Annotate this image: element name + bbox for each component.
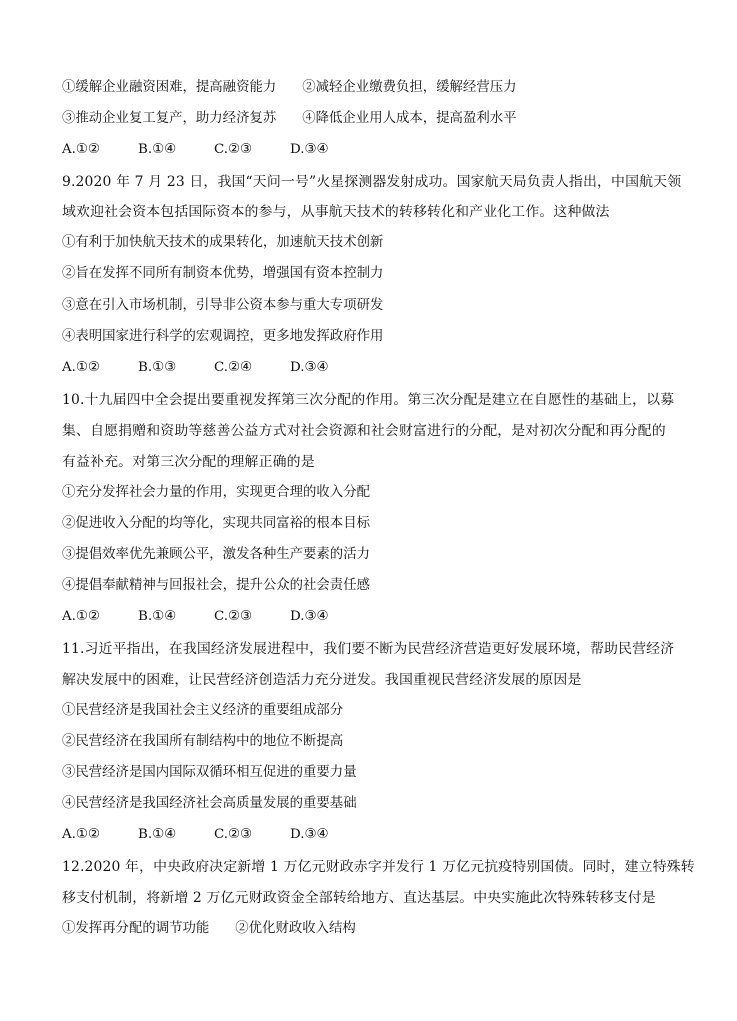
- q10-choice-c: C.②③: [214, 609, 253, 624]
- q10-stem-line-2: 集、自愿捐赠和资助等慈善公益方式对社会资源和社会财富进行的分配，是对初次分配和再分配的: [62, 423, 666, 439]
- q9-choice-b: B.①③: [138, 360, 177, 375]
- q10-option-1: ①充分发挥社会力量的作用，实现更合理的收入分配: [62, 485, 370, 500]
- q9-option-3: ③意在引入市场机制，引导非公资本参与重大专项研发: [62, 298, 384, 313]
- q11-choice-b: B.①④: [138, 827, 177, 842]
- q8-option-3: ③推动企业复工复产，助力经济复苏: [62, 111, 277, 126]
- q12-stem-line-2: 移支付机制，将新增 2 万亿元财政资金全部转给地方、直达基层。中央实施此次特殊转移支付是: [62, 890, 656, 906]
- q8-options-row-1: [62, 79, 517, 97]
- q10-choice-a: A.①②: [62, 609, 100, 624]
- q9-option-1: ①有利于加快航天技术的成果转化，加速航天技术创新: [62, 235, 384, 250]
- q11-option-3: ③民营经济是国内国际双循环相互促进的重要力量: [62, 765, 357, 780]
- q8-option-1: ①缓解企业融资困难，提高融资能力: [62, 80, 277, 95]
- q11-option-2: ②民营经济在我国所有制结构中的地位不断提高: [62, 734, 344, 749]
- q11-choice-c: C.②③: [214, 827, 253, 842]
- q9-option-4: ④表明国家进行科学的宏观调控，更多地发挥政府作用: [62, 329, 384, 344]
- q8-option-2: ②减轻企业缴费负担，缓解经营压力: [302, 80, 517, 95]
- q10-choice-b: B.①④: [138, 609, 177, 624]
- q10-choice-d: D.③④: [290, 609, 329, 624]
- q9-choice-d: D.③④: [290, 360, 329, 375]
- q8-choice-c: C.②③: [214, 142, 253, 157]
- q9-choice-c: C.②④: [214, 360, 253, 375]
- q10-stem-line-1: 10.十九届四中全会提出要重视发挥第三次分配的作用。第三次分配是建立在自愿性的基础上，以募: [62, 392, 675, 408]
- q10-option-3: ③提倡效率优先兼顾公平，激发各种生产要素的活力: [62, 547, 370, 562]
- q9-stem-line-1: 9.2020 年 7 月 23 日，我国“天问一号”火星探测器发射成功。国家航天局负责人指出，中国航天领: [62, 174, 682, 190]
- q12-option-1: ①发挥再分配的调节功能: [62, 921, 210, 936]
- q12-option-2: ②优化财政收入结构: [235, 921, 356, 936]
- q8-choice-b: B.①④: [138, 142, 177, 157]
- q12-stem-line-1: 12.2020 年，中央政府决定新增 1 万亿元财政赤字并发行 1 万亿元抗疫特别国债。同时，建立特殊转: [62, 859, 695, 875]
- q10-option-4: ④提倡奉献精神与回报社会，提升公众的社会责任感: [62, 578, 370, 593]
- q8-choice-a: A.①②: [62, 142, 100, 157]
- q11-option-1: ①民营经济是我国社会主义经济的重要组成部分: [62, 703, 344, 718]
- q12-options-row-1: [62, 920, 356, 938]
- q10-option-2: ②促进收入分配的均等化，实现共同富裕的根本目标: [62, 516, 370, 531]
- q8-choice-d: D.③④: [290, 142, 329, 157]
- q9-choice-a: A.①②: [62, 360, 100, 375]
- q8-choices: [62, 141, 366, 159]
- q8-options-row-2: [62, 110, 517, 128]
- q10-choices: [62, 608, 366, 626]
- q11-choice-a: A.①②: [62, 827, 100, 842]
- q8-option-4: ④降低企业用人成本，提高盈利水平: [302, 111, 517, 126]
- q11-choice-d: D.③④: [290, 827, 329, 842]
- q11-option-4: ④民营经济是我国经济社会高质量发展的重要基础: [62, 796, 357, 811]
- q11-stem-line-1: 11.习近平指出，在我国经济发展进程中，我们要不断为民营经济营造更好发展环境，帮助民营经济: [62, 641, 675, 657]
- q11-choices: [62, 826, 366, 844]
- q11-stem-line-2: 解决发展中的困难，让民营经济创造活力充分迸发。我国重视民营经济发展的原因是: [62, 672, 582, 688]
- q9-choices: [62, 359, 366, 377]
- q9-stem-line-2: 域欢迎社会资本包括国际资本的参与，从事航天技术的转移转化和产业化工作。这种做法: [62, 204, 610, 220]
- q10-stem-line-3: 有益补充。对第三次分配的理解正确的是: [62, 454, 315, 470]
- q9-option-2: ②旨在发挥不同所有制资本优势，增强国有资本控制力: [62, 266, 384, 281]
